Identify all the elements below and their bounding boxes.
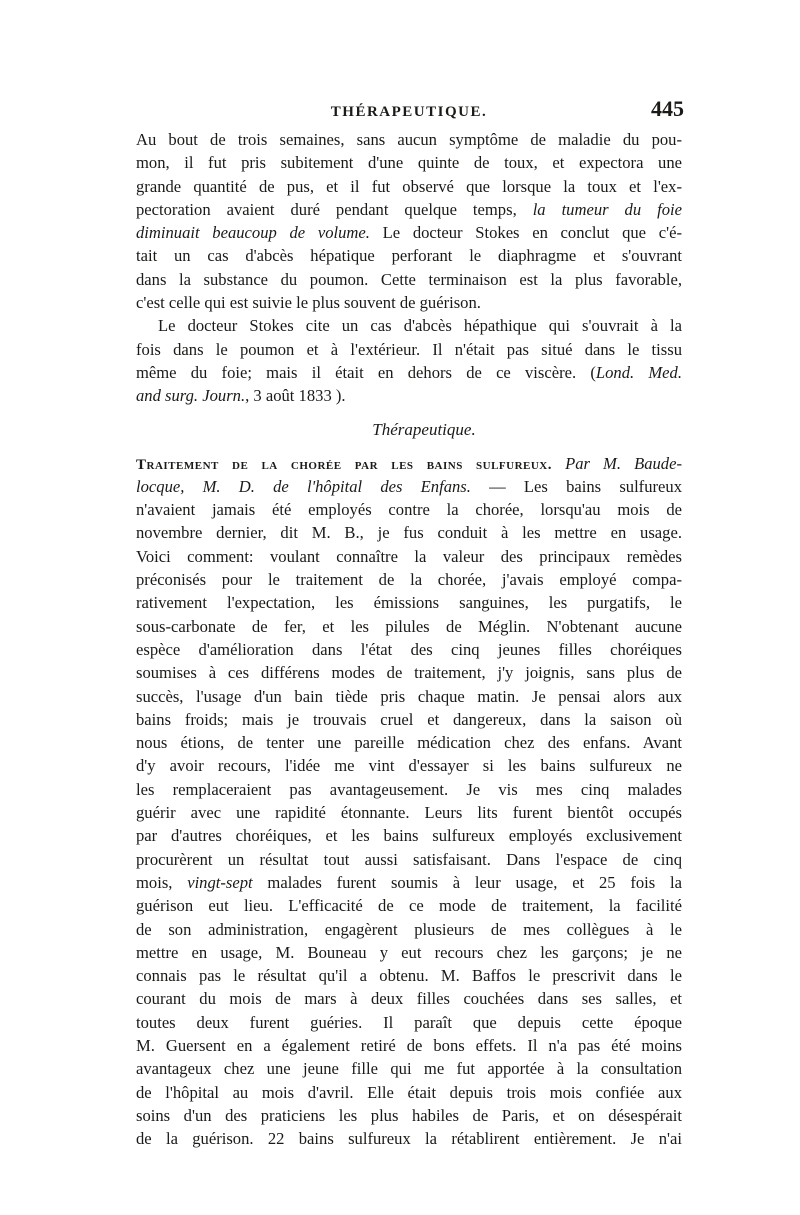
- text-line: de la guérison. 22 bains sulfureux la rétablirent entièrement. Je n'ai: [136, 1129, 682, 1149]
- text-line: de son administration, engagèrent plusieurs de mes collègues à le: [136, 919, 682, 939]
- page-number: 445: [651, 96, 684, 121]
- text-line: guérison eut lieu. L'efficacité de ce mode de traitement, la facilité: [136, 896, 682, 916]
- text-line: connais pas le résultat qu'il a obtenu. M. Baffos le prescrivit dans le: [136, 966, 682, 986]
- paragraph-stokes-case: [136, 314, 682, 407]
- italic-number: vingt-sept: [187, 872, 253, 892]
- page-header: [136, 96, 682, 128]
- running-head: THÉRAPEUTIQUE.: [330, 104, 488, 120]
- text-line: procurèrent un résultat tout aussi satisfaisant. Dans l'espace de cinq: [136, 849, 682, 869]
- text-line: novembre dernier, dit M. B., je fus conduit à les mettre en usage.: [136, 523, 682, 543]
- paragraph-choree: [136, 452, 682, 1151]
- text-line: pectoration avaient duré pendant quelque temps, la tumeur du foie: [136, 199, 682, 219]
- text-line: diminuait beaucoup de volume. Le docteur Stokes en conclut que c'é-: [136, 223, 682, 243]
- italic-phrase: la tumeur du foie: [532, 199, 682, 219]
- text-line: les remplaceraient pas avantageusement. Je vis mes cinq malades: [136, 779, 682, 799]
- paragraph-abces-hepatique: [136, 128, 682, 314]
- text-line: [136, 452, 682, 475]
- text-line: de l'hôpital au mois d'avril. Elle était depuis trois mois confiée aux: [136, 1082, 682, 1102]
- italic-phrase: diminuait beaucoup de volume.: [136, 223, 370, 243]
- text-line: guérir avec une rapidité étonnante. Leurs lits furent bientôt occupés: [136, 803, 682, 823]
- text-line: bains froids; mais je trouvais cruel et dangereux, dans la saison où: [136, 709, 682, 729]
- text-line: succès, l'usage d'un bain tiède pris chaque matin. Je pensai alors aux: [136, 686, 682, 706]
- text-line: and surg. Journ., 3 août 1833 ).: [136, 386, 346, 406]
- text-line: Au bout de trois semaines, sans aucun symptôme de maladie du pou-: [136, 130, 682, 149]
- article-author: Par M. Baude-: [565, 453, 682, 473]
- text-line: rativement l'expectation, les émissions sanguines, les purgatifs, le: [136, 593, 682, 613]
- text-line: nous étions, de tenter une pareille médication chez des enfans. Avant: [136, 733, 682, 753]
- text-line: tait un cas d'abcès hépatique perforant le diaphragme et s'ouvrant: [136, 246, 682, 266]
- text-line: d'y avoir recours, l'idée me vint d'essayer si les bains sulfureux ne: [136, 756, 682, 776]
- book-page: [136, 96, 682, 1150]
- text-line: dans la substance du poumon. Cette terminaison est la plus favorable,: [136, 269, 682, 289]
- text-line: mois, vingt-sept malades furent soumis à leur usage, et 25 fois la: [136, 872, 682, 892]
- text-line: grande quantité de pus, et il fut observé que lorsque la toux et l'ex-: [136, 176, 682, 196]
- text-line: espèce d'amélioration dans l'état des cinq jeunes filles choréiques: [136, 639, 682, 659]
- text-line: mettre en usage, M. Bouneau y eut recours chez les garçons; je ne: [136, 942, 682, 962]
- text-line: M. Guersent en a également retiré de bons effets. Il n'a pas été moins: [136, 1035, 682, 1055]
- text-line: n'avaient jamais été employés contre la chorée, lorsqu'au mois de: [136, 500, 682, 520]
- section-title: Thérapeutique.: [372, 419, 476, 439]
- text-line: Le docteur Stokes cite un cas d'abcès hépathique qui s'ouvrait à la: [158, 316, 682, 336]
- text-line: courant du mois de mars à deux filles couchées dans ses salles, et: [136, 989, 682, 1009]
- text-line: sous-carbonate de fer, et les pilules de Méglin. N'obtenant aucune: [136, 616, 682, 636]
- text-line: soumises à ces différens modes de traitement, j'y joignis, sans plus de: [136, 663, 682, 683]
- text-line: avantageux chez une jeune fille qui me fut apportée à la consultation: [136, 1059, 682, 1079]
- text-line: toutes deux furent guéries. Il paraît que depuis cette époque: [136, 1012, 682, 1032]
- text-line: même du foie; mais il était en dehors de ce viscère. (Lond. Med.: [136, 362, 682, 382]
- citation-journal: and surg. Journ.: [136, 386, 246, 406]
- text-line: par d'autres choréiques, et les bains sulfureux employés exclusivement: [136, 826, 682, 846]
- text-line: soins d'un des praticiens les plus habiles de Paris, et on désespérait: [136, 1105, 682, 1125]
- text-line: Voici comment: voulant connaître la valeur des principaux remèdes: [136, 546, 682, 566]
- text-line: préconisés pour le traitement de la chorée, j'avais employé compa-: [136, 570, 682, 590]
- text-line: mon, il fut pris subitement d'une quinte de toux, et expectora une: [136, 153, 682, 173]
- article-author: locque, M. D. de l'hôpital des Enfans.: [136, 476, 471, 496]
- text-line: locque, M. D. de l'hôpital des Enfans. — Les bains sulfureux: [136, 476, 682, 496]
- text-line: c'est celle qui est suivie le plus souvent de guérison.: [136, 293, 481, 313]
- text-line: fois dans le poumon et à l'extérieur. Il n'était pas situé dans le tissu: [136, 339, 682, 359]
- article-title: Traitement de la chorée par les bains sulfureux.: [136, 456, 552, 473]
- citation-journal: Lond. Med.: [595, 362, 682, 382]
